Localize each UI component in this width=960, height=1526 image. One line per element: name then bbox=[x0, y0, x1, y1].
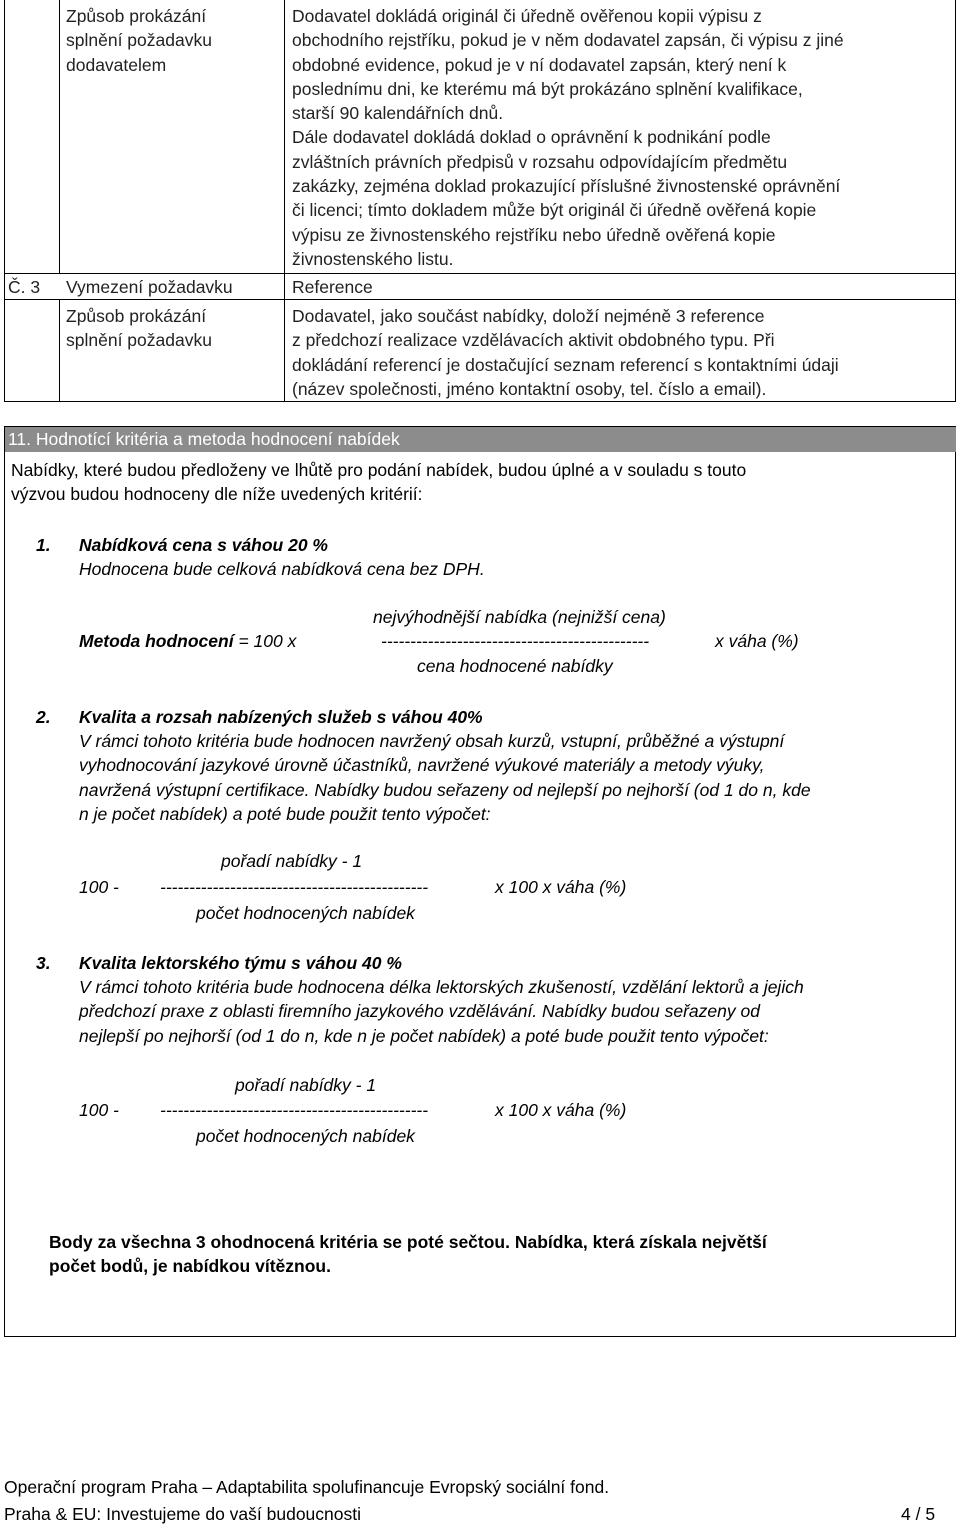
row2-number: Č. 3 bbox=[8, 277, 41, 297]
criterion1-title: Nabídková cena s váhou 20 % bbox=[79, 535, 328, 555]
criterion3-text: V rámci tohoto kritéria bude hodnocena délka lektorských zkušeností, vzdělání lektorů a jejich předchozí praxe z oblasti firemního jazykového vzdělávání. Nabídky budou seřazeny od nejlepší po nejhorší (od 1 do n, kde n je počet nabídek) a poté bude použit tento výpočet: bbox=[79, 977, 804, 1046]
section-border-left bbox=[4, 426, 5, 1337]
section-intro: Nabídky, které budou předloženy ve lhůtě pro podání nabídek, budou úplné a v souladu s touto výzvou budou hodnoceny dle níže uvedených kritérií: bbox=[11, 460, 747, 505]
criterion1-formula-line bbox=[79, 629, 296, 653]
footer-line1: Operační program Praha – Adaptabilita spolufinancuje Evropský sociální fond. bbox=[4, 1477, 610, 1497]
criterion3-formula-prefix: 100 - bbox=[79, 1100, 119, 1120]
summary-text: Body za všechna 3 ohodnocená kritéria se poté sečtou. Nabídka, která získala největší počet bodů, je nabídkou vítěznou. bbox=[49, 1232, 767, 1277]
criterion1-formula-numerator: nejvýhodnější nabídka (nejnižší cena) bbox=[373, 607, 666, 627]
page-number: 4 / 5 bbox=[901, 1504, 936, 1524]
section-heading: 11. Hodnotící kritéria a metoda hodnocení nabídek bbox=[5, 427, 956, 452]
table-border-left bbox=[4, 0, 5, 402]
criterion3-formula-suffix: x 100 x váha (%) bbox=[495, 1100, 627, 1120]
footer-line2: Praha & EU: Investujeme do vaší budoucnosti bbox=[4, 1504, 362, 1524]
table-col-divider bbox=[59, 299, 60, 402]
section-border-right bbox=[955, 426, 956, 1337]
criterion2-formula-denominator: počet hodnocených nabídek bbox=[196, 903, 415, 923]
criterion2-title: Kvalita a rozsah nabízených služeb s váhou 40% bbox=[79, 707, 483, 727]
criterion3-number: 3. bbox=[36, 953, 51, 973]
table-row-divider bbox=[4, 273, 956, 274]
criterion2-formula-numerator: pořadí nabídky - 1 bbox=[221, 851, 363, 871]
criterion2-formula-prefix: 100 - bbox=[79, 877, 119, 897]
criterion2-text: V rámci tohoto kritéria bude hodnocen navržený obsah kurzů, vstupní, průběžné a výstupní vyhodnocování jazykové úrovně účastníků, navržené výukové materiály a metody výuky, navržená výstupní certifikace. Nabídky budou seřazeny od nejlepší po nejhorší (od 1 do n, kde n je počet nabídek) a poté bude použit tento výpočet: bbox=[79, 731, 811, 824]
criterion3-formula-numerator: pořadí nabídky - 1 bbox=[235, 1075, 377, 1095]
criterion1-formula-suffix: x váha (%) bbox=[715, 631, 799, 651]
criterion1-text: Hodnocena bude celková nabídková cena bez DPH. bbox=[79, 559, 485, 579]
criterion1-formula-dashes: ---------------------------------------------- bbox=[381, 631, 650, 651]
criterion3-title: Kvalita lektorského týmu s váhou 40 % bbox=[79, 953, 402, 973]
table-col-divider bbox=[284, 0, 285, 402]
section-border-bottom bbox=[4, 1336, 956, 1337]
row1-content: Dodavatel dokládá originál či úředně ověřenou kopii výpisu z obchodního rejstříku, pokud je v něm dodavatel zapsán, či výpisu z jiné obdobné evidence, pokud je v ní dodavatel zapsán, který není k poslednímu dni, ke kterému má být prokázáno splnění kvalifikace, starší 90 kalendářních dnů. Dále dodavatel dokládá doklad o oprávnění k podnikání podle zvláštních právních předpisů v rozsahu odpovídajícím předmětu zakázky, zejména doklad prokazující příslušné živnostenské oprávnění či licenci; tímto dokladem může být originál či úředně ověřená kopie výpisu ze živnostenského rejstříku nebo úředně ověřená kopie živnostenského listu. bbox=[292, 6, 844, 269]
criterion2-formula-suffix: x 100 x váha (%) bbox=[495, 877, 627, 897]
formula-label: Metoda hodnocení bbox=[79, 631, 234, 651]
row3-content: Dodavatel, jako součást nabídky, doloží nejméně 3 reference z předchozí realizace vzdělávacích aktivit obdobného typu. Při dokládání referencí je dostačující seznam referencí s kontaktními údaji (název společnosti, jméno kontaktní osoby, tel. číslo a email). bbox=[292, 306, 839, 399]
criterion1-number: 1. bbox=[36, 535, 51, 555]
criterion3-formula-dashes: ---------------------------------------------- bbox=[160, 1100, 429, 1120]
row3-label: Způsob prokázání splnění požadavku bbox=[66, 306, 212, 351]
row2-label: Vymezení požadavku bbox=[66, 277, 233, 297]
row2-value: Reference bbox=[292, 277, 373, 297]
criterion3-formula-denominator: počet hodnocených nabídek bbox=[196, 1126, 415, 1146]
formula-eq: = 100 x bbox=[233, 631, 297, 651]
table-border-right bbox=[955, 0, 956, 402]
criterion1-formula-denominator: cena hodnocené nabídky bbox=[417, 656, 613, 676]
table-col-divider bbox=[59, 0, 60, 273]
criterion2-formula-dashes: ---------------------------------------------- bbox=[160, 877, 429, 897]
criterion2-number: 2. bbox=[36, 707, 51, 727]
row1-label: Způsob prokázání splnění požadavku dodavatelem bbox=[66, 6, 212, 75]
